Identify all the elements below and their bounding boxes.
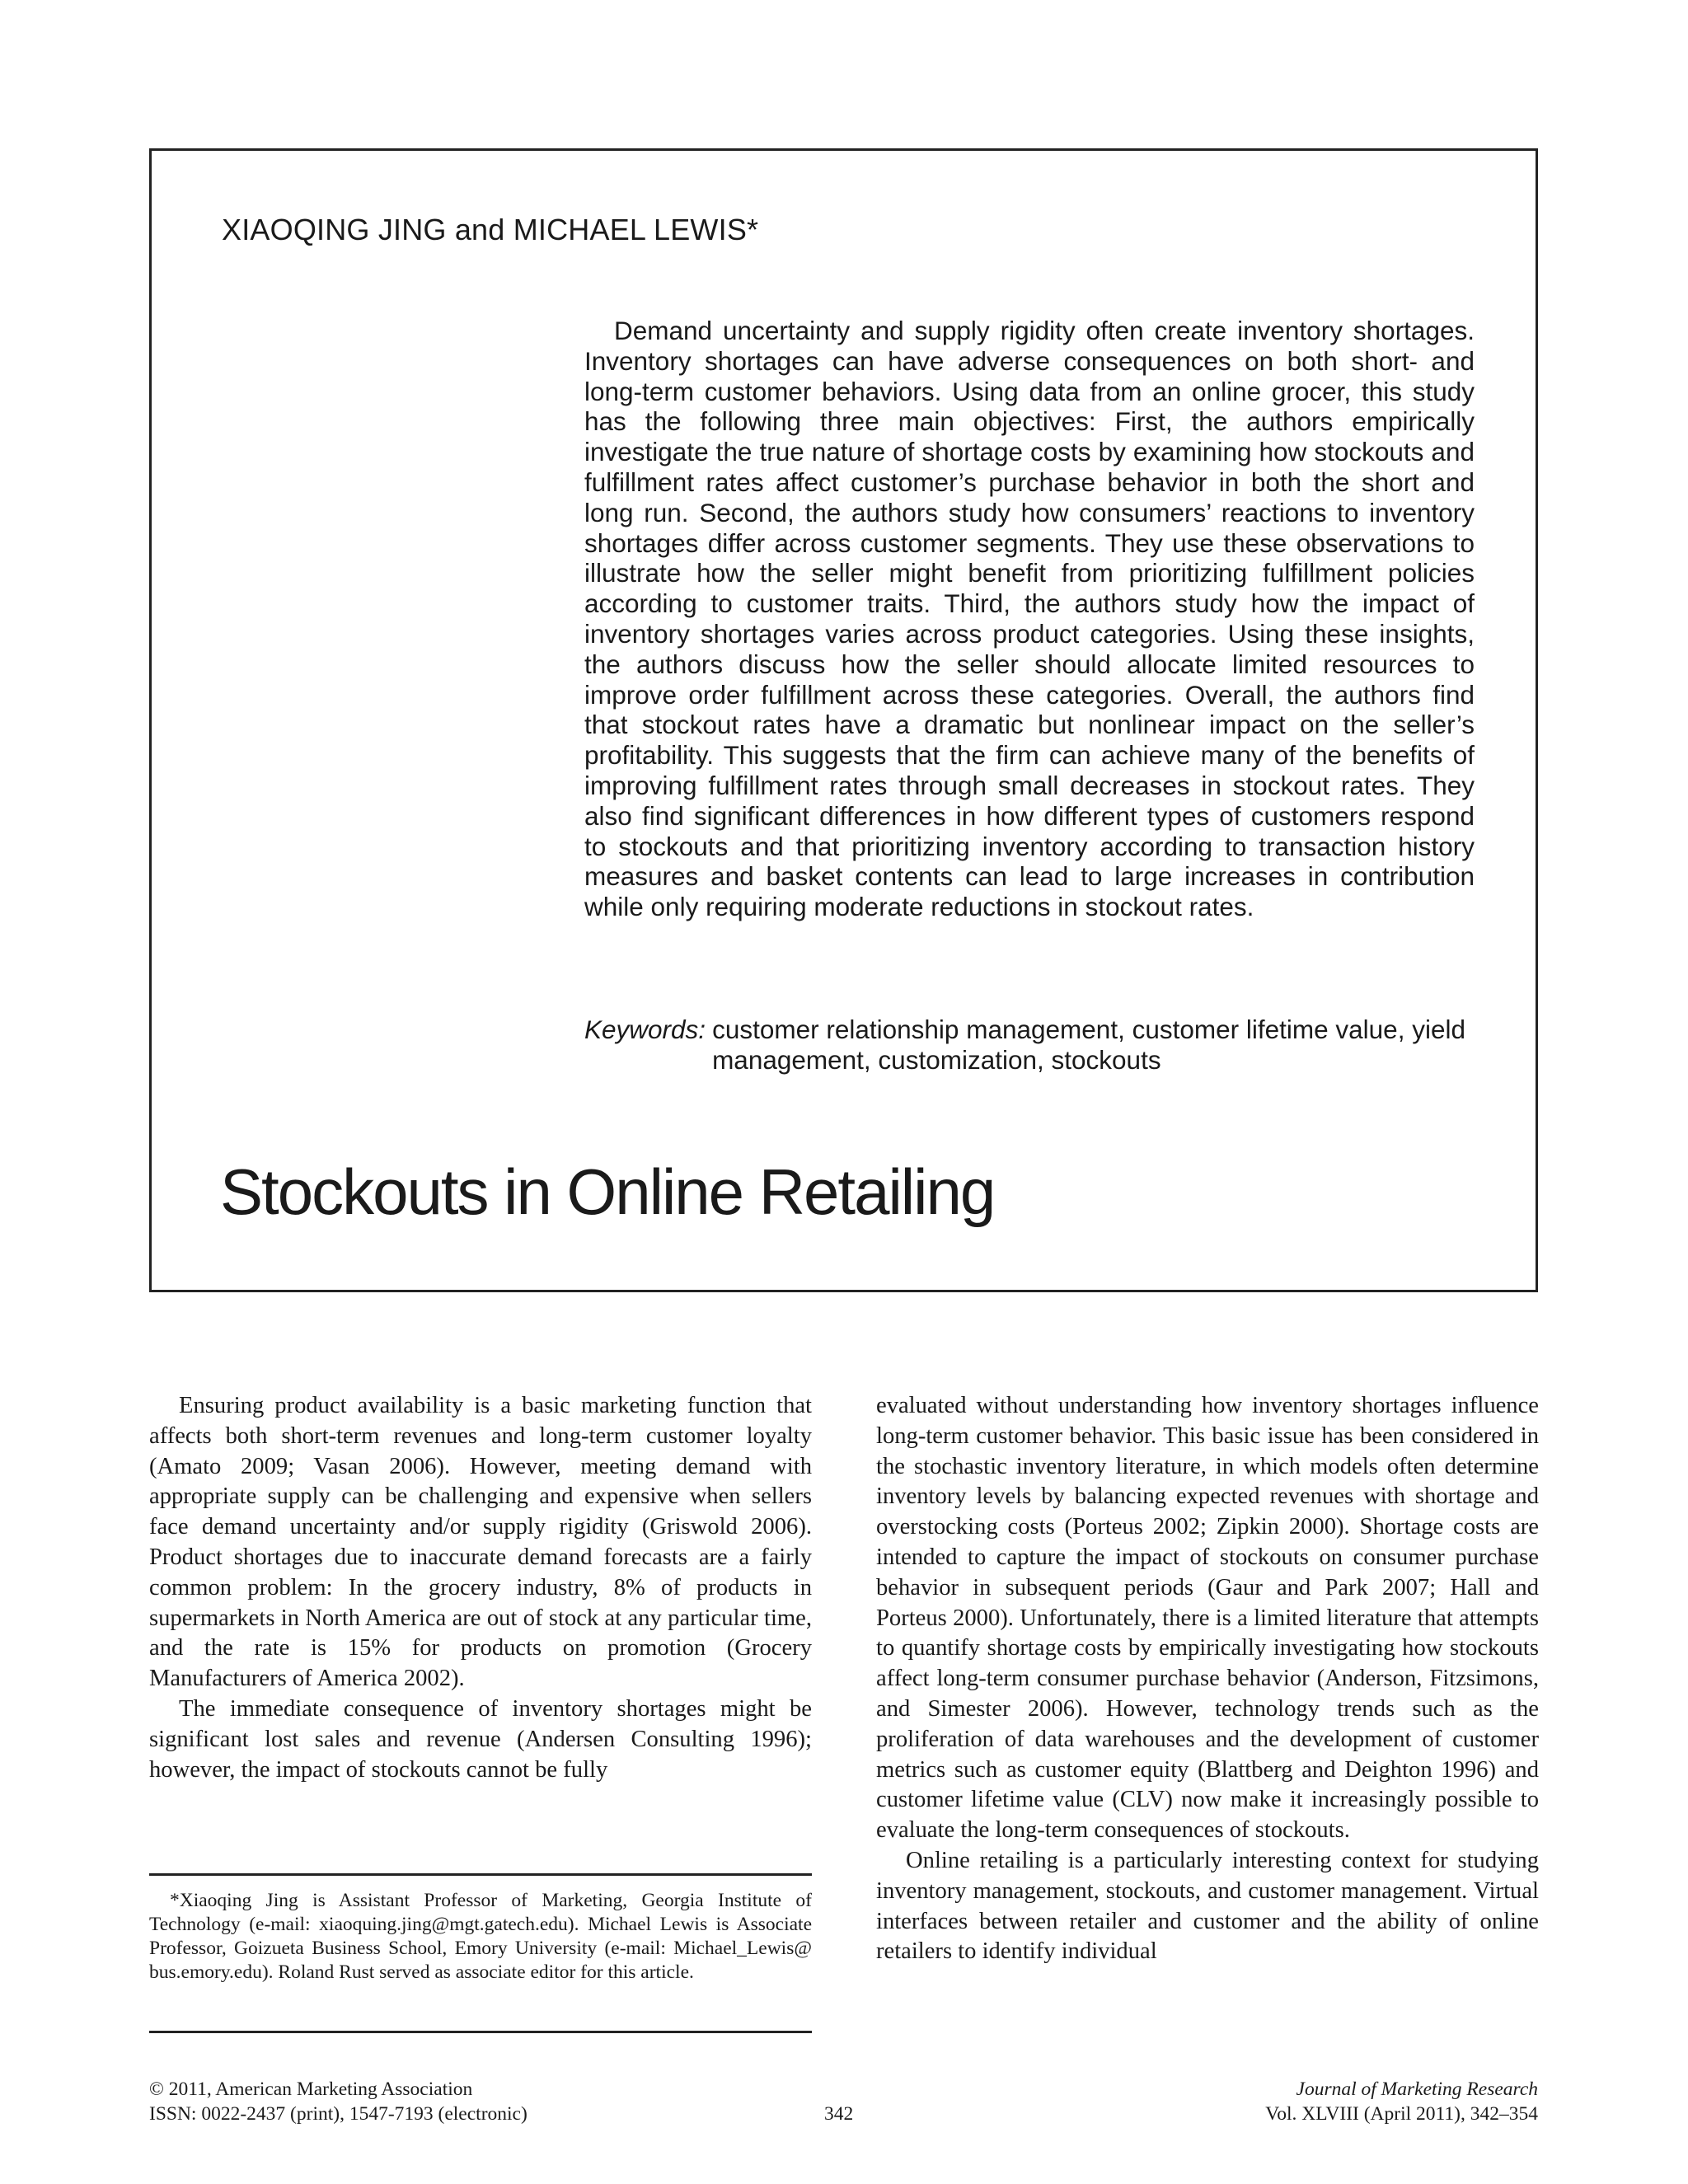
abstract-text: Demand uncertainty and supply rigidity often create inventory shortages. Inventory shortages can have adverse consequences on both short- and long-term customer behaviors. Using data from an online grocer, this study has the following three main objectives: First, the authors empirically investigate the true nature of shortage costs by examining how stockouts and fulfillment rates affect customer’s purchase behavior in both the short and long run. Second, the authors study how consumers’ reactions to inventory shortages differ across customer segments. They use these observations to illustrate how the seller might benefit from prioritizing fulfillment policies according to customer traits. Third, the authors study how the impact of inventory shortages varies across product categories. Using these insights, the authors discuss how the seller should allocate limited resources to improve order fulfillment across these categories. Overall, the authors find that stockout rates have a dramatic but nonlinear impact on the seller’s profitability. This suggests that the firm can achieve many of the benefits of improving fulfillment rates through small decreases in stockout rates. They also find significant differences in how different types of customers respond to stockouts and that prioritizing inventory according to transaction history measures and basket contents can lead to large increases in contribution while only requiring moderate reductions in stockout rates. [584,316,1475,922]
body-paragraph: Ensuring product availability is a basic marketing function that affects both short-term revenues and long-term customer loyalty (Amato 2009; Vasan 2006). However, meeting demand with appropriate supply can be challenging and expensive when sellers face demand uncertainty and/or supply rigidity (Griswold 2006). Product shortages due to inaccurate demand forecasts are a fairly common problem: In the grocery industry, 8% of products in supermarkets in North America are out of stock at any particular time, and the rate is 15% for products on promotion (Grocery Manufacturers of America 2002). [149,1393,812,1692]
author-footnote: *Xiaoqing Jing is Assistant Professor of Marketing, Georgia Institute of Technology (e-mail: xiaoquing.jing@mgt.gatech.edu). Michael Lewis is Associate Professor, Goizueta Business School, Emory University (e-mail: Michael_Lewis@ bus.emory.edu). Roland Rust served as associate editor for this article. [149,1890,812,1983]
page-number: 342 [824,2103,854,2125]
journal-name: Journal of Marketing Research [1296,2079,1538,2100]
footer-right [1265,2077,1538,2126]
article-title: Stockouts in Online Retailing [220,1155,995,1228]
issn-line: ISSN: 0022-2437 (print), 1547-7193 (electronic) [149,2103,528,2125]
footnote-divider [149,1873,812,1876]
body-column-left [149,1391,812,1785]
keywords-label: Keywords: [584,1015,706,1044]
keywords [584,1015,1475,1076]
author-names: XIAOQING JING and MICHAEL LEWIS* [222,213,759,246]
body-paragraph: Online retailing is a particularly interesting context for studying inventory management, stockouts, and customer management. Virtual interfaces between retailer and customer and the ability of online retailers to identify individual [876,1847,1539,1965]
copyright-line: © 2011, American Marketing Association [149,2079,473,2100]
body-paragraph: evaluated without understanding how inventory shortages influence long-term customer behavior. This basic issue has been considered in the stochastic inventory literature, in which models often determine inventory levels by balancing expected revenues with shortage and overstocking costs (Porteus 2002; Zipkin 2000). Shortage costs are intended to capture the impact of stockouts on consumer purchase behavior in subsequent periods (Gaur and Park 2007; Hall and Porteus 2000). Unfortunately, there is a limited literature that attempts to quantify shortage costs by empirically investigating how stockouts affect long-term consumer purchase behavior (Anderson, Fitzsimons, and Simester 2006). However, technology trends such as the proliferation of data warehouses and the development of customer metrics such as customer equity (Blattberg and Deighton 1996) and customer lifetime value (CLV) now make it increasingly possible to evaluate the long-term consequences of stockouts. [876,1393,1539,1844]
body-column-right [876,1391,1539,1967]
abstract-box [149,148,1538,1292]
footnote-divider [149,2031,812,2033]
volume-line: Vol. XLVIII (April 2011), 342–354 [1265,2103,1538,2125]
footer-left [149,2077,528,2126]
body-paragraph: The immediate consequence of inventory shortages might be significant lost sales and revenue (Andersen Consulting 1996); however, the impact of stockouts cannot be fully [149,1695,812,1783]
keywords-list: customer relationship management, customer lifetime value, yield management, customization, stockouts [712,1015,1465,1075]
